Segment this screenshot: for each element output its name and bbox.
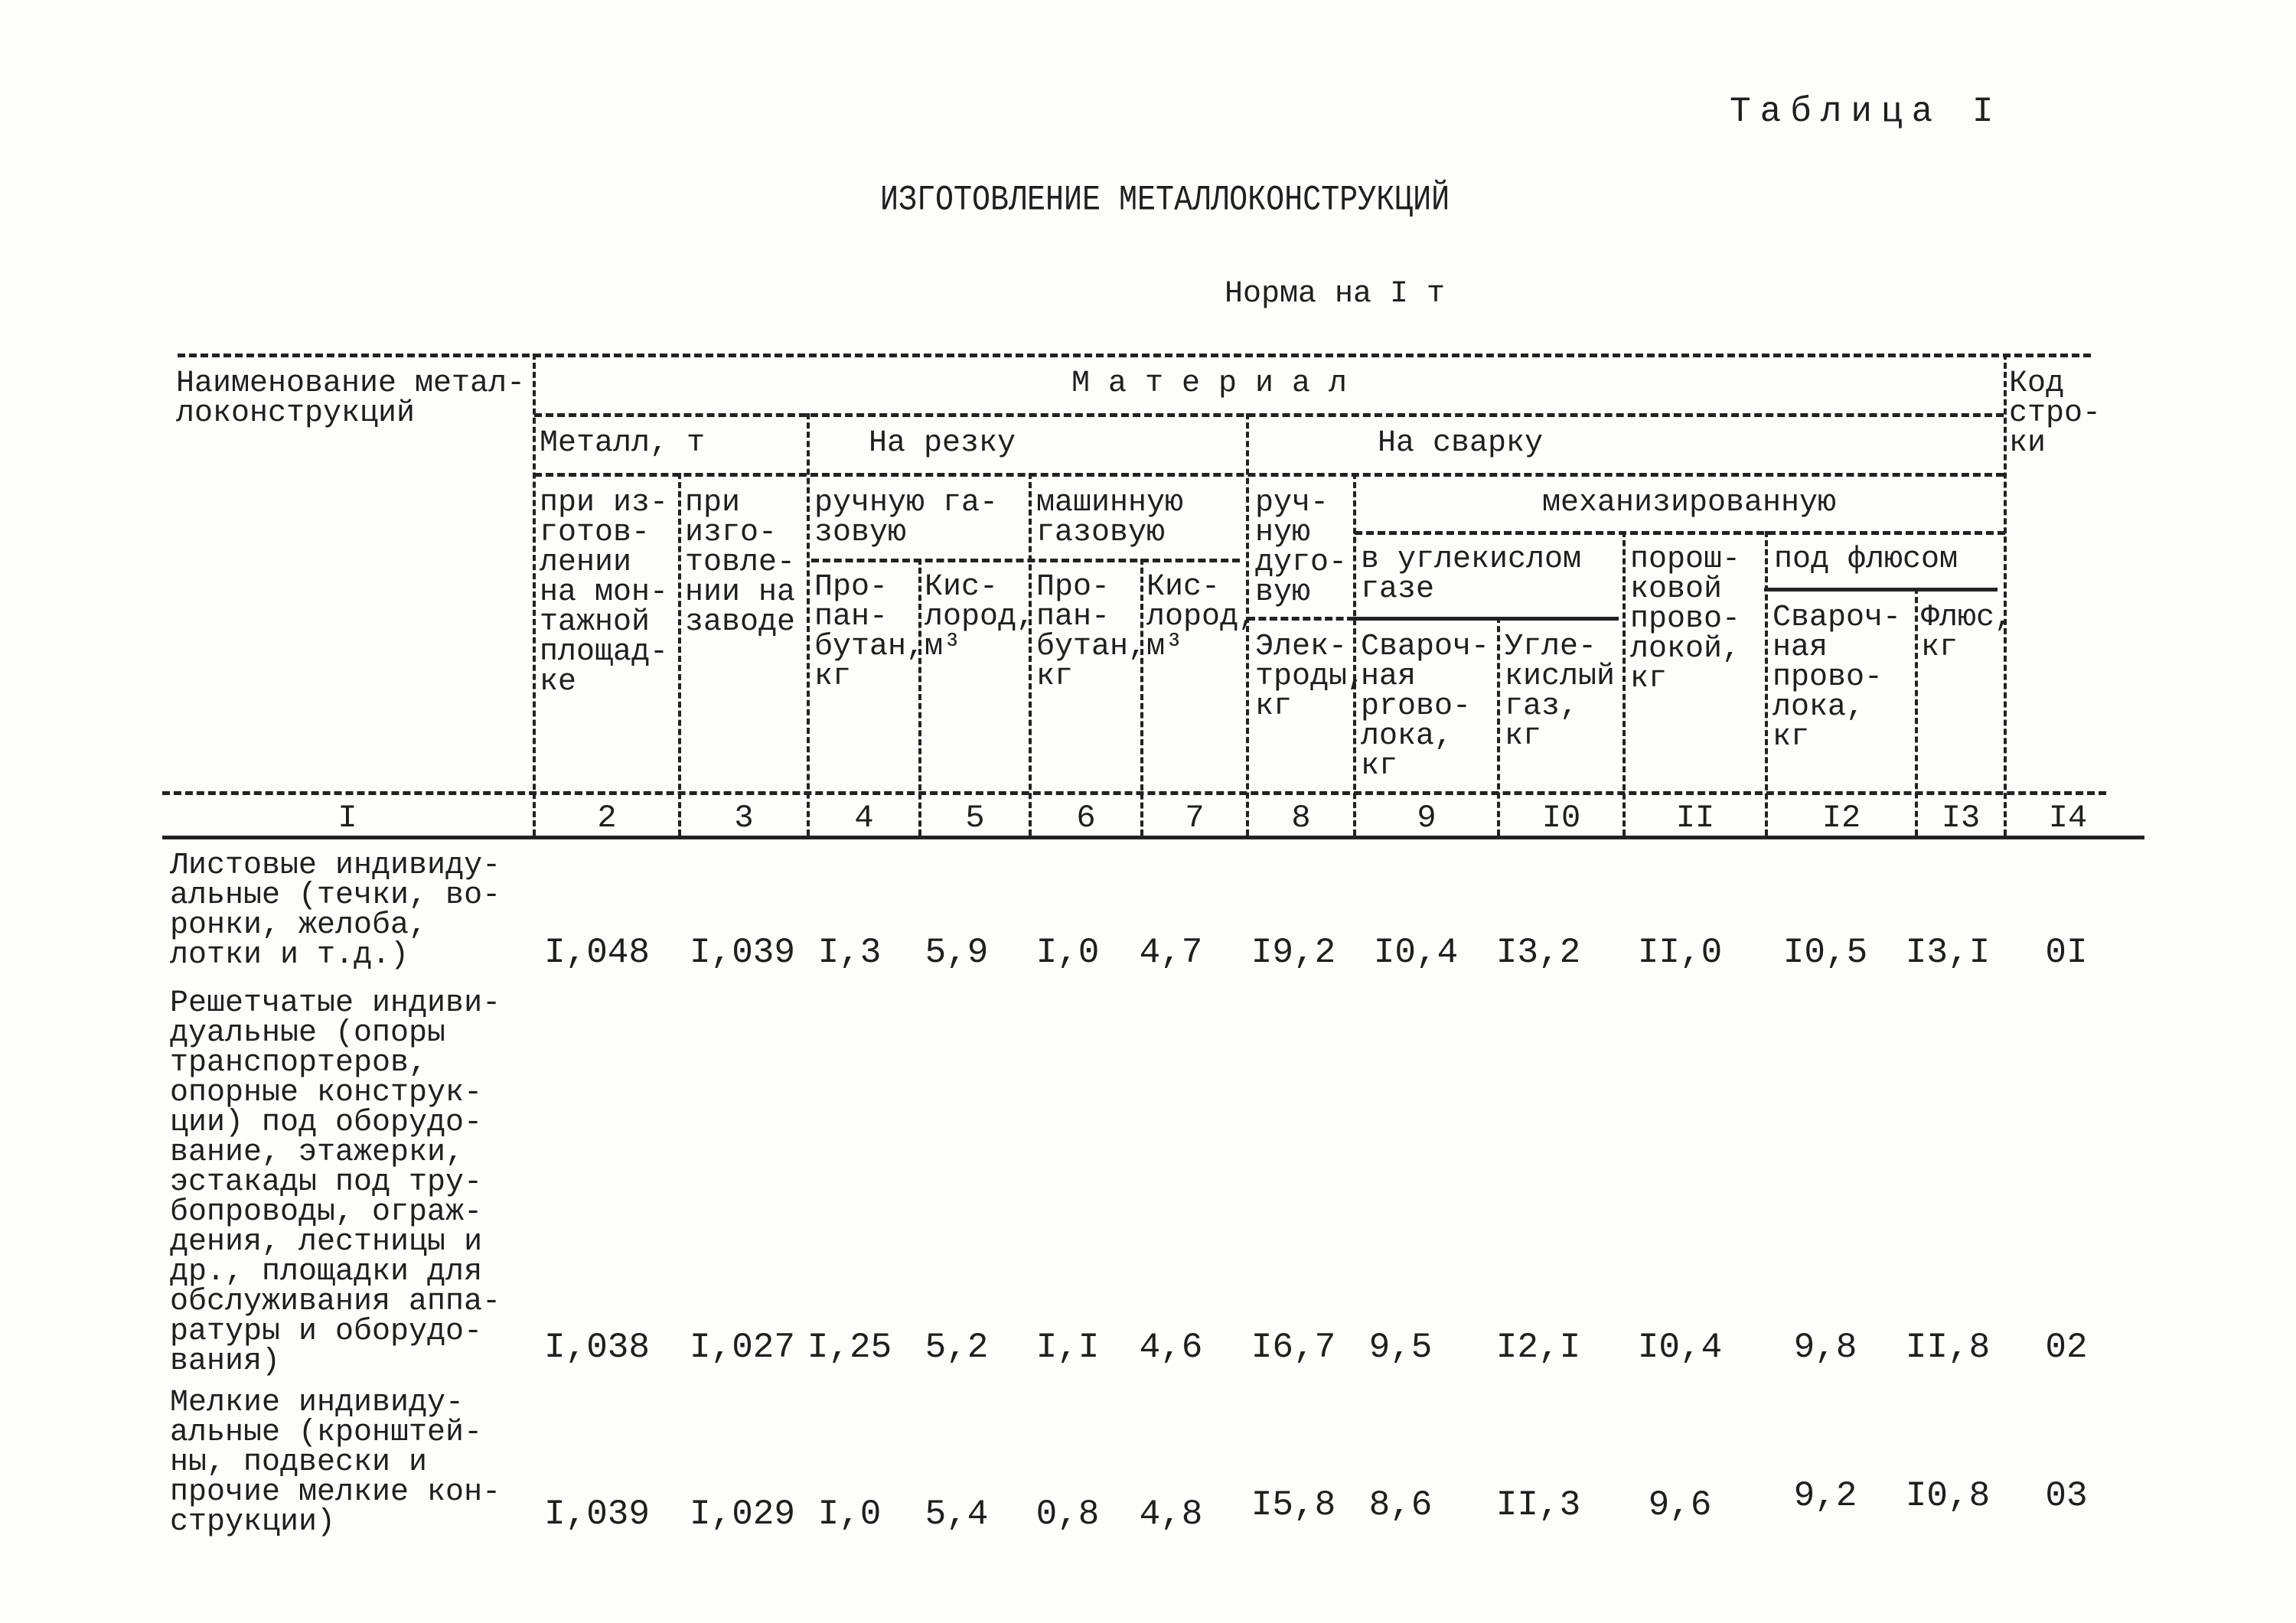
row-value: I,039 bbox=[543, 1494, 651, 1534]
row-value: I3,I bbox=[1905, 933, 1991, 973]
header-rule-flux bbox=[1764, 588, 1998, 592]
column-number: I bbox=[338, 800, 357, 836]
vrule-10 bbox=[1623, 531, 1626, 836]
norm-caption: Норма на I т bbox=[1225, 277, 1446, 311]
row-value: I,048 bbox=[543, 933, 651, 973]
row-value: I,038 bbox=[543, 1328, 651, 1367]
row-value: 5,9 bbox=[925, 933, 989, 973]
header-co2: в углекислом газе bbox=[1361, 543, 1582, 607]
header-weld-wire-flux: Свароч- ная прово- лока, кг bbox=[1773, 601, 1902, 754]
row-value: 9,6 bbox=[1648, 1485, 1712, 1525]
column-number: 8 bbox=[1291, 800, 1311, 836]
row-value: II,0 bbox=[1637, 933, 1723, 973]
header-manual-gas: ручную га- зовую bbox=[814, 486, 999, 550]
header-oxygen-1: Кис- лород, м³ bbox=[925, 570, 1035, 664]
row-value: I5,8 bbox=[1251, 1485, 1336, 1525]
row-value: I0,5 bbox=[1782, 933, 1868, 973]
column-number: II bbox=[1675, 800, 1715, 836]
column-number: 9 bbox=[1417, 800, 1437, 836]
column-number: I3 bbox=[1941, 800, 1981, 836]
row-value: 4,6 bbox=[1139, 1328, 1203, 1367]
header-bottom-rule bbox=[162, 791, 2106, 795]
header-metal-site: при из- готов- лении на мон- тажной площад- ке bbox=[540, 486, 669, 699]
header-top-rule bbox=[178, 354, 2091, 357]
row-value: I,3 bbox=[817, 933, 882, 973]
row-value: I,I bbox=[1035, 1328, 1100, 1367]
row-name: Листовые индивиду- альные (течки, во- ронки, желоба, лотки и т.д.) bbox=[170, 849, 501, 973]
header-rule-groups bbox=[534, 473, 2004, 477]
header-manual-arc: руч- ную дуго- вую bbox=[1255, 486, 1348, 610]
row-value: 4,7 bbox=[1139, 933, 1203, 973]
row-value: I0,4 bbox=[1373, 933, 1459, 973]
column-number: I0 bbox=[1541, 800, 1581, 836]
row-value: I3,2 bbox=[1495, 933, 1581, 973]
header-rule-mechanized bbox=[1355, 531, 2005, 535]
row-value: 9,2 bbox=[1793, 1476, 1857, 1516]
header-name: Наименование метал- локонструкций bbox=[176, 367, 526, 431]
row-code: 02 bbox=[2045, 1328, 2088, 1367]
header-rule-material bbox=[534, 413, 2004, 417]
header-rule-electrodes bbox=[1247, 617, 1355, 621]
row-value: I,029 bbox=[689, 1494, 796, 1534]
column-number: 7 bbox=[1185, 800, 1205, 836]
row-name: Мелкие индивиду- альные (кронштей- ны, подвески и прочие мелкие кон- струкции) bbox=[170, 1386, 501, 1540]
header-rule-co2 bbox=[1355, 617, 1619, 621]
header-under-flux: под флюсом bbox=[1774, 543, 1958, 577]
row-value: 0,8 bbox=[1035, 1494, 1100, 1534]
column-number: I2 bbox=[1821, 800, 1861, 836]
column-number: 5 bbox=[965, 800, 985, 836]
table-label: Таблица I bbox=[1730, 92, 2003, 132]
row-value: I0,4 bbox=[1637, 1328, 1723, 1367]
row-value: I,039 bbox=[689, 933, 796, 973]
vrule-3 bbox=[807, 413, 810, 836]
row-value: I6,7 bbox=[1251, 1328, 1336, 1367]
header-electrodes: Элек- троды, кг bbox=[1255, 630, 1366, 724]
header-oxygen-2: Кис- лород, м³ bbox=[1146, 570, 1257, 664]
column-number: 2 bbox=[597, 800, 617, 836]
vrule-2 bbox=[678, 473, 681, 836]
header-cutting: На резку bbox=[869, 426, 1016, 461]
header-propane-2: Про- пан- бутан, кг bbox=[1036, 570, 1147, 694]
row-value: I,25 bbox=[807, 1328, 892, 1367]
header-material: М а т е р и а л bbox=[1071, 367, 1348, 401]
column-number: 6 bbox=[1076, 800, 1096, 836]
vrule-13 bbox=[2004, 354, 2007, 836]
header-machine-gas: машинную газовую bbox=[1036, 486, 1184, 550]
vrule-11 bbox=[1765, 531, 1768, 836]
row-value: II,3 bbox=[1495, 1485, 1581, 1525]
row-value: I0,8 bbox=[1905, 1476, 1991, 1516]
header-co2-gas: Угле- кислый газ, кг bbox=[1505, 630, 1616, 754]
row-value: I,0 bbox=[1035, 933, 1100, 973]
header-rule-gas bbox=[811, 559, 1240, 562]
header-code: Код стро- ки bbox=[2009, 367, 2102, 461]
row-value: 4,8 bbox=[1139, 1494, 1203, 1534]
column-number: 4 bbox=[854, 800, 874, 836]
header-metal: Металл, т bbox=[540, 426, 706, 461]
vrule-1 bbox=[533, 354, 536, 836]
row-code: 0I bbox=[2045, 933, 2088, 973]
row-value: I9,2 bbox=[1251, 933, 1336, 973]
row-code: 03 bbox=[2045, 1476, 2088, 1516]
vrule-12 bbox=[1915, 588, 1918, 836]
header-welding: На сварку bbox=[1378, 426, 1544, 461]
header-propane-1: Про- пан- бутан, кг bbox=[814, 570, 925, 694]
header-weld-wire-co2: Свароч- ная prово- лока, кг bbox=[1361, 630, 1490, 784]
column-number: I4 bbox=[2048, 800, 2088, 836]
row-value: 5,4 bbox=[925, 1494, 989, 1534]
row-name: Решетчатые индиви- дуальные (опоры транспортеров, опорные конструк- ции) под оборудо- вание, этажерки, эстакады под тру- бопроводы, ограж- дения, лестницы и др., площадки для обслуживания аппа- ратуры и оборудо- вания) bbox=[170, 986, 501, 1379]
header-powder-wire: порош- ковой прово- локой, кг bbox=[1630, 543, 1741, 696]
table-title: ИЗГОТОВЛЕНИЕ МЕТАЛЛОКОНСТРУКЦИЙ bbox=[880, 181, 1450, 221]
row-value: I2,I bbox=[1495, 1328, 1581, 1367]
row-value: I,0 bbox=[817, 1494, 882, 1534]
header-mechanized: механизированную bbox=[1542, 486, 1837, 520]
row-value: 9,8 bbox=[1793, 1328, 1857, 1367]
row-value: I,027 bbox=[689, 1328, 796, 1367]
row-value: 8,6 bbox=[1368, 1485, 1433, 1525]
row-value: II,8 bbox=[1905, 1328, 1991, 1367]
column-number: 3 bbox=[734, 800, 754, 836]
header-flux: Флюс, кг bbox=[1921, 601, 2014, 665]
row-value: 5,2 bbox=[925, 1328, 989, 1367]
header-metal-plant: при изго- товле- нии на заводе bbox=[685, 486, 796, 640]
row-value: 9,5 bbox=[1368, 1328, 1433, 1367]
